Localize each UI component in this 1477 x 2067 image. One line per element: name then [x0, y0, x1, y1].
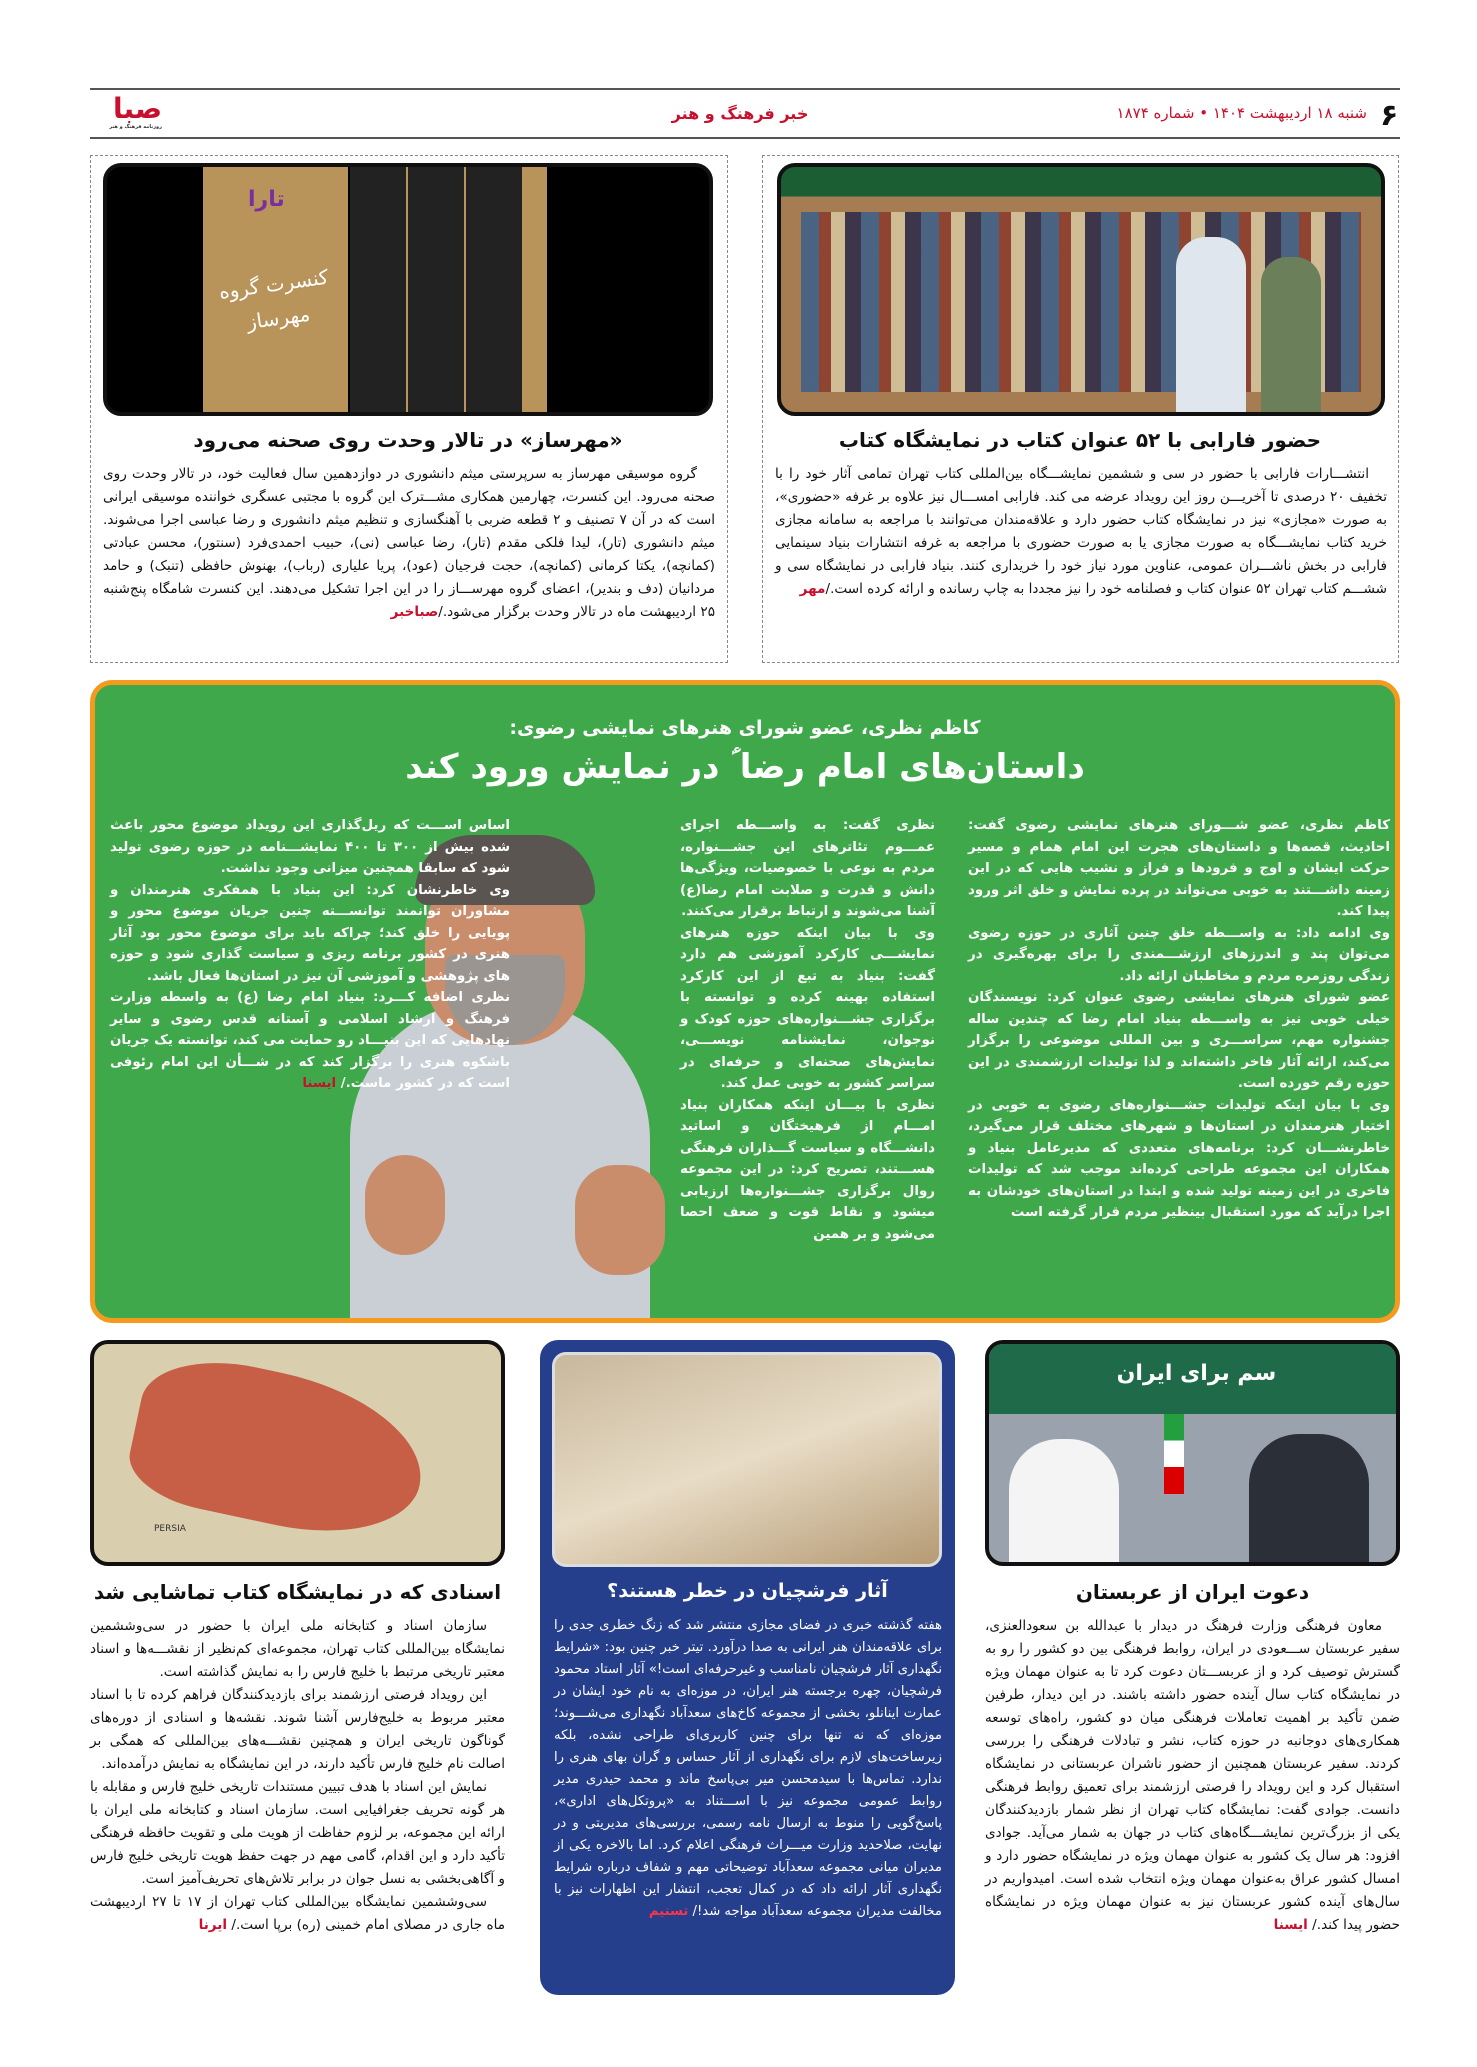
poster-edge [522, 167, 547, 416]
portrait-hand [365, 1155, 445, 1255]
portrait-hand [575, 1165, 665, 1275]
meeting-photo [985, 1340, 1400, 1566]
article-body: گروه موسیقی مهرساز به سرپرستی میثم دانشوری در دوازدهمین سال فعالیت خود، در تالار وحدت روی صحنه می‌رود. این کنسرت، چهارمین همکاری مشـــترک این گروه با مجتبی عسگری خواننده موسیقی ایرانی است که در آن ۷ تصنیف و ۲ قطعه ضربی با آهنگسازی و تنظیم میثم دانشوری و رضا عباسی اجرا می‌شوند. میثم دانشوری (تار)، لیدا فلکی مقدم (تار)، رضا عباسی (نی)، حبیب احمدی‌فرد (سنتور)، محسن عبادتی (کمانچه)، یکتا کرمانی (کمانچه)، حجت فرجیان (عود)، پریا علیاری (رباب)، بهنوش حافظی (تنبک) و حامد مردانیان (دف و بندیر)، اعضای گروه مهرســـاز را در این اجرا تشکیل می‌دهند. این کنسرت شامگاه پنج‌شنبه ۲۵ اردیبهشت ماه در تالار وحدت برگزار می‌شود./صباخبر [103, 466, 715, 620]
header-bottom-rule [90, 137, 1400, 139]
source-label: مهر [799, 581, 826, 597]
paragraph: نمایش این اسناد با هدف تبیین مستندات تاریخی خلیج فارس و مقابله با هر گونه تحریف جغرافیایی است. سازمان اسناد و کتابخانه ملی ایران با ارائه این مجموعه، بر لزوم حفاظت از هویت ملی و تقویت حافظه فرهنگی تأکید دارد و این اقدام، گامی مهم در جهت حفظ هویت تاریخی خلیج فارس و آگاهی‌بخشی به نسل جوان در برابر تلاش‌های تحریف‌آمیز است. [90, 1779, 505, 1887]
poster-title: کنسرت گروه مهرساز [217, 264, 330, 335]
article-body: انتشـــارات فارابی با حضور در سی و ششمین نمایشـــگاه بین‌المللی کتاب تهران تمامی آثار خود را با تخفیف ۲۰ درصدی تا آخریـــن روز این رویداد عرضه می کند. فارابی امســـال نیز علاوه بر غرفه «حضوری»، به صورت «مجازی» نیز در نمایشگاه کتاب حضور دارد و علاقه‌مندان می‌توانند با مراجعه به سامانه مجازی خرید کتاب نمایشـــگاه به صورت مجازی یا به صورت حضوری با مراجعه به غرفه انتشارات بنیاد سینمایی فارابی در بخش ناشـــران عمومی، عناوین مورد نیاز خود را خریداری کنند. بنیاد فارابی در نمایشگاه سی و ششـــم کتاب تهران ۵۲ عنوان کتاب و فصلنامه خود را نیز مجددا به چاپ رسانده و ارائه کرده است./مهر [775, 466, 1387, 597]
poster-logo: تارا [248, 187, 285, 212]
source-label: ایرنا [198, 1917, 228, 1933]
source-label: تسنیم [648, 1904, 689, 1919]
article-title: «مهرساز» در تالار وحدت روی صحنه می‌رود [193, 428, 623, 452]
feature-column-middle: نظری گفت: به واســـطه اجرای عمـــوم تئاترهای این جشـــنواره، مردم به نوعی با خصوصیات، ویژگی‌ها دانش و قدرت و صلابت امام رضا(ع) آشنا می‌شوند و ارتباط برقرار می‌کنند. وی با بیان اینکه حوزه هنرهای نمایشـــی کارکرد آموزشی هم دارد گفت: بنیاد به تبع از این کارکرد استفاده بهینه کرده و توانسته با برگزاری جشـــنواره‌های حوزه کودک و نوجوان، نمایشنامه نویســـی، نمایش‌های صحنه‌ای و حرفه‌ای در سراسر کشور به خوبی عمل کند. نظری با بیـــان اینکه همکاران بنیاد امـــام از فرهیختگان و اساتید دانشـــگاه و سیاست گـــذاران فرهنگی هســـتند، تصریح کرد: در این مجموعه روال برگزاری جشـــنواره‌ها ارزیابی میشود و نقاط قوت و ضعف احصا می‌شود و بر همین [680, 818, 935, 1242]
article-title: اسنادی که در نمایشگاه کتاب تماشایی شد [93, 1580, 502, 1604]
map-label: PERSIA [154, 1524, 186, 1534]
ambassador-figure [1009, 1439, 1119, 1564]
paragraph: سازمان اسناد و کتابخانه ملی ایران با حضور در سی‌وششمین نمایشگاه بین‌المللی کتاب تهران، مجموعه‌ای کم‌نظیر از نقشـــه‌ها و اسناد معتبر تاریخی مرتبط با خلیج فارس را به نمایش گذاشته است. [90, 1618, 505, 1680]
poster-panel [203, 167, 348, 416]
newspaper-logo [90, 94, 162, 130]
iran-flag [1164, 1414, 1184, 1494]
logo-text: صبا [113, 92, 162, 125]
banner: سم برای ایران [989, 1344, 1400, 1414]
concert-poster [103, 163, 713, 416]
source-label: ایسنا [302, 1076, 337, 1091]
article-body: معاون فرهنگی وزارت فرهنگ در دیدار با عبدالله بن سعودالعنزی، سفیر عربستان ســـعودی در ایران، روابط فرهنگی بین دو کشور را رو به گسترش توصیف کرد و از عربســـتان دعوت کرد تا به عنوان مهمان ویژه در نمایشگاه کتاب سال آینده حضور داشته باشند. در این دیدار، طرفین ضمن تأکید بر اهمیت تعاملات فرهنگی میان دو کشور، راه‌های توسعه همکاری‌های دوجانبه در حوزه کتاب، نشر و تبادلات فرهنگی را بررسی کردند. سفیر عربستان همچنین از حضور ناشران عربستانی در نمایشگاه استقبال کرد و این رویداد را فرصتی ارزشمند برای تعمیق روابط فرهنگی دانست. جوادی گفت: نمایشگاه کتاب تهران از نظر شمار بازدیدکنندگان یکی از بزرگ‌ترین نمایشـــگاه‌های کتاب در جهان به شمار می‌آید. جوادی افزود: هر سال یک کشور به عنوان مهمان ویژه در نمایشگاه حضور دارد و امسال کشور عراق به‌عنوان مهمان ویژه انتخاب شده است. امیدواریم در سال‌های آینده کشور عربستان نیز به عنوان مهمان ویژه در نمایشگاه حضور پیدا کند./ ایسنا [985, 1618, 1400, 1933]
feature-kicker: کاظم نظری، عضو شورای هنرهای نمایشی رضوی: [509, 717, 981, 739]
header-top-rule [90, 88, 1400, 90]
artwork-photo [552, 1352, 942, 1567]
article-title: آثار فرشچیان در خطر هستند؟ [607, 1580, 888, 1602]
section-title: خبر فرهنگ و هنر [671, 104, 809, 123]
article-body [90, 1615, 505, 1985]
source-label: صباخبر [390, 604, 439, 620]
article-body: هفته گذشته خبری در فضای مجازی منتشر شد که زنگ خطری جدی را برای علاقه‌مندان هنر ایرانی به صدا درآورد. تیتر خبر چنین بود: «شرایط نگهداری آثار فرشچیان نامناسب و غیرحرفه‌ای است!» آثار استاد محمود فرشچیان، چهره برجسته هنر ایران، در موزه‌ای به نام خود ایشان در عمارت اینانلو، بخشی از مجموعه کاخ‌های سعدآباد نگهداری می‌شـــوند؛ موزه‌ای که نه تنها برای چنین کاربری‌ای طراحی نشده، بلکه زیرساخت‌های لازم برای نگهداری از آثار حساس و گران بهای هنری را ندارد. تماس‌ها با سیدمحسن میر بی‌پاسخ ماند و محمد حیدری مدیر روابط عمومی مجموعه نیز با اســـتناد به «پروتکل‌های اداری»، پاسخ‌گویی را منوط به ارسال نامه رسمی، بررسی‌های مدیریتی و در نهایت، صلاحدید وزارت میـــراث فرهنگی اعلام کرد. اما بالاخره یکی از مدیران میانی مجموعه سعدآباد توضیحاتی مهم و شفاف درباره شرایط نگهداری آثار ارائه داد که در کمال تعجب، انتشار این اظهارات نیز با مخالفت مدیران مجموعه سعدآباد مواجه شد!/ تسنیم [554, 1618, 942, 1919]
official-figure [1249, 1434, 1369, 1564]
paragraph: سی‌وششمین نمایشگاه بین‌المللی کتاب تهران از ۱۷ تا ۲۷ اردیبهشت ماه جاری در مصلای امام خمینی (ره) برپا است./ ایرنا [90, 1894, 505, 1933]
feature-column-left: اساس اســـت که ریل‌گذاری این رویداد موضوع محور باعث شده بیش از ۳۰۰ تا ۴۰۰ نمایشـــنامه در حوزه رضوی تولید شود که سابقا همچنین میزانی وجود نداشت. وی خاطرنشان کرد: این بنیاد با همفکری هنرمندان و مشاوران توانمند توانســـته چنین جریان موضوع محور و پویایی را خلق کند؛ چراکه باید برای موضوع محور بود آثار هنری در کشور برنامه ریزی و سیاست گذاری شود و حوزه های پژوهشی و آموزشی آن نیز در استان‌ها فعال باشد. نظری اضافه کـــرد: بنیاد امام رضا (ع) به واسطه وزارت فرهنگ و ارشاد اسلامی و آستانه قدس رضوی و سایر نهادهایی که این بنیـــاد رو حمایت می کند، توانسته یک جریان باشکوه هنری را برگزار کند که در شـــأن این امام رئوفی است که در کشور ماست./ ایسنا [110, 818, 510, 1091]
feature-box [90, 680, 1400, 1323]
historic-map [90, 1340, 505, 1566]
feature-headline: داستان‌های امام رضا ؑ در نمایش ورود کند [405, 747, 1085, 787]
map-region [122, 1345, 437, 1552]
article-title: حضور فارابی با ۵۲ عنوان کتاب در نمایشگاه کتاب [838, 428, 1322, 452]
logo-tagline: روزنامه فرهنگ و هنر [109, 124, 162, 130]
page-number: ۶ [1380, 98, 1399, 133]
article-title: دعوت ایران از عربستان [1075, 1580, 1310, 1604]
source-label: ایسنا [1273, 1917, 1308, 1933]
visitor-figure [1176, 237, 1246, 416]
article-farshchian [540, 1340, 955, 1995]
visitor-figure [1261, 257, 1321, 416]
paragraph: این رویداد فرصتی ارزشمند برای بازدیدکنندگان فراهم کرده تا با اسناد معتبر مربوط به خلیج‌فارس آشنا شوند. نقشه‌ها و اسنادی از دوره‌های گوناگون تاریخی ایران و همچنین نقشـــه‌های بین‌المللی که همگی بر اصالت نام خلیج فارس تأکید دارند، در این نمایشگاه به نمایش درآمده‌اند. [90, 1687, 505, 1772]
bookfair-photo [777, 163, 1385, 416]
musicians-grid [350, 167, 522, 416]
issue-date: شنبه ۱۸ اردیبهشت ۱۴۰۴ • شماره ۱۸۷۴ [1116, 104, 1367, 122]
feature-column-right: کاظم نظری، عضو شـــورای هنرهای نمایشی رضوی گفت: احادیث، قصه‌ها و داستان‌های هجرت این امام همام و مسیر حرکت ایشان و اوج و فرودها و فراز و نشیب هایی که در این زمینه داشـــتند به خوبی می‌تواند در پرده نمایش و خلق اثر ورود پیدا کند. وی ادامه داد: به واســـطه خلق چنین آثاری در حوزه رضوی می‌توان پند و اندرزهای ارزشـــمندی را برای بهره‌گیری در زندگی روزمره مردم و مخاطبان ارائه داد. عضو شورای هنرهای نمایشی رضوی عنوان کرد: نویسندگان خیلی خوبی نیز به واســـطه بنیاد امام رضا که چندین ساله جشنواره مهم، سراســـری و بین المللی موضوعی را برگزار می‌کند، ارائه آثار فاخر داشته‌اند و لذا تولیدات ارزشمندی در این حوزه رقم خورده است. وی با بیان اینکه تولیدات جشـــنواره‌های رضوی به خوبی در اختیار هنرمندان در استان‌ها و شهرهای مختلف قرار می‌گیرد، خاطرنشـــان کرد: برنامه‌های متعددی که مدیرعامل بنیاد و همکاران این مجموعه طراحی کرده‌اند موجب شد که تولیدات فاخری در این زمینه تولید شده و ابتدا در استان‌های خودشان به اجرا درآید که مورد استقبال بینظیر مردم قرار گرفته است [968, 818, 1390, 1220]
